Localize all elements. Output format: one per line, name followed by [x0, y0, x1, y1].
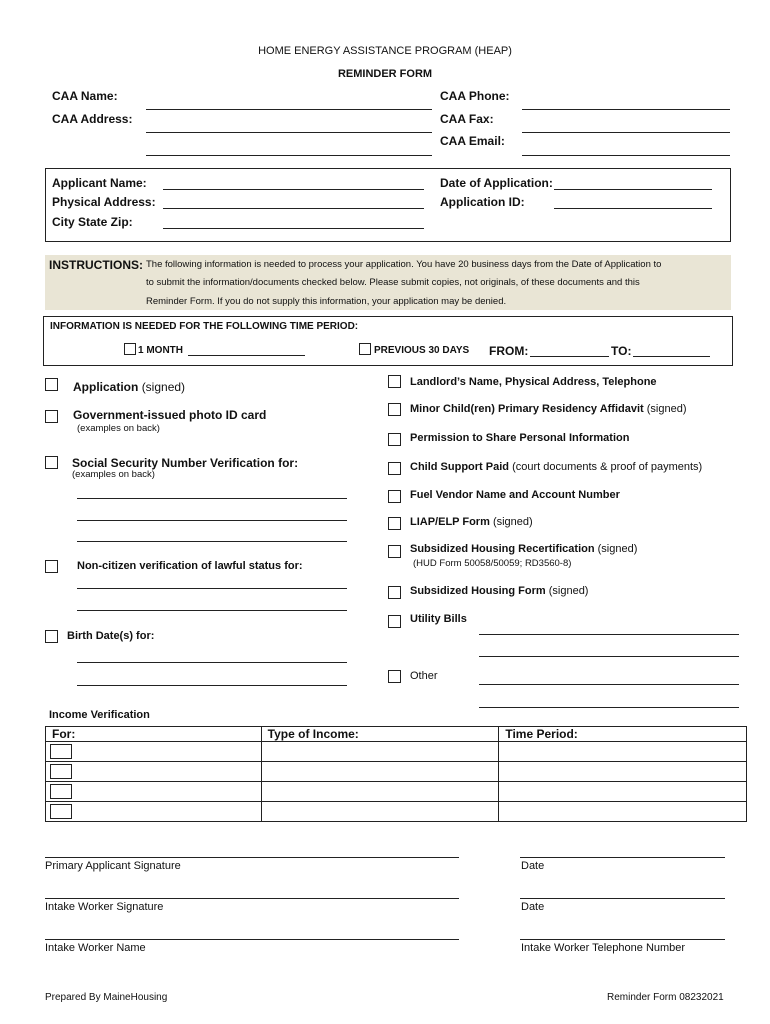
noncitizen-field-1[interactable] — [77, 588, 347, 589]
time-period-heading: INFORMATION IS NEEDED FOR THE FOLLOWING TIME PERIOD: — [50, 321, 359, 332]
photo-id-note: (examples on back) — [77, 423, 160, 434]
liap-note: (signed) — [492, 516, 533, 528]
program-title: HOME ENERGY ASSISTANCE PROGRAM (HEAP) — [258, 45, 512, 57]
child-support-label: Child Support Paid — [410, 461, 509, 473]
noncitizen-field-2[interactable] — [77, 610, 347, 611]
caa-fax-label: CAA Fax: — [440, 112, 494, 126]
application-label: Application — [73, 380, 139, 394]
application-note: (signed) — [141, 380, 186, 394]
other-field-1[interactable] — [479, 684, 739, 685]
landlord-label: Landlord’s Name, Physical Address, Telephone — [410, 376, 657, 388]
from-field[interactable] — [530, 356, 609, 357]
previous-30-label: PREVIOUS 30 DAYS — [374, 345, 470, 356]
city-state-zip-field[interactable] — [163, 228, 424, 229]
caa-name-field[interactable] — [146, 109, 432, 110]
applicant-name-field[interactable] — [163, 189, 424, 190]
table-row — [46, 802, 747, 822]
table-row — [46, 782, 747, 802]
liap-label: LIAP/ELP Form — [410, 516, 490, 528]
type-cell[interactable] — [261, 802, 499, 822]
one-month-label: 1 MONTH — [138, 345, 183, 356]
row-checkbox[interactable] — [50, 804, 72, 819]
table-row — [46, 742, 747, 762]
intake-name-field[interactable] — [45, 939, 459, 940]
subsidized-recert-checkbox[interactable] — [388, 545, 401, 558]
caa-address-label: CAA Address: — [52, 112, 133, 126]
subsidized-form-label: Subsidized Housing Form — [410, 585, 546, 597]
date-of-application-label: Date of Application: — [440, 176, 553, 190]
intake-phone-field[interactable] — [520, 939, 725, 940]
liap-checkbox[interactable] — [388, 517, 401, 530]
physical-address-field[interactable] — [163, 208, 424, 209]
prepared-by: Prepared By MaineHousing — [45, 992, 168, 1003]
intake-signature-label: Intake Worker Signature — [45, 901, 164, 913]
primary-signature-field[interactable] — [45, 857, 459, 858]
period-cell[interactable] — [499, 782, 747, 802]
permission-checkbox[interactable] — [388, 433, 401, 446]
column-header-for: For: — [46, 727, 262, 742]
ssn-field-2[interactable] — [77, 520, 347, 521]
caa-address-field-2[interactable] — [146, 155, 432, 156]
subsidized-recert-note: (signed) — [597, 543, 638, 555]
caa-fax-field[interactable] — [522, 132, 730, 133]
row-checkbox[interactable] — [50, 744, 72, 759]
for-cell[interactable] — [46, 762, 262, 782]
birth-date-field-1[interactable] — [77, 662, 347, 663]
fuel-vendor-label: Fuel Vendor Name and Account Number — [410, 489, 620, 501]
one-month-field[interactable] — [188, 355, 305, 356]
table-header-row — [46, 727, 747, 742]
period-cell[interactable] — [499, 742, 747, 762]
subsidized-form-item — [410, 585, 588, 597]
form-title: REMINDER FORM — [337, 68, 433, 80]
other-label: Other — [410, 670, 438, 682]
ssn-note: (examples on back) — [72, 469, 155, 480]
minor-note: (signed) — [646, 403, 687, 415]
caa-name-label: CAA Name: — [52, 89, 118, 103]
intake-date-field[interactable] — [520, 898, 725, 899]
photo-id-label: Government-issued photo ID card — [73, 408, 267, 422]
minor-label: Minor Child(ren) Primary Residency Affidavit — [410, 403, 644, 415]
birth-date-checkbox[interactable] — [45, 630, 58, 643]
period-cell[interactable] — [499, 802, 747, 822]
utility-bills-label: Utility Bills — [410, 613, 467, 625]
utility-bills-field-2[interactable] — [479, 656, 739, 657]
intake-name-label: Intake Worker Name — [45, 942, 146, 954]
caa-phone-label: CAA Phone: — [440, 89, 510, 103]
column-header-type: Type of Income: — [261, 727, 499, 742]
minor-checkbox[interactable] — [388, 403, 401, 416]
subsidized-recert-label: Subsidized Housing Recertification — [410, 543, 595, 555]
instructions-line-1: The following information is needed to process your application. You have 20 business days from the Date of Application to — [146, 259, 662, 270]
primary-date-field[interactable] — [520, 857, 725, 858]
noncitizen-label: Non-citizen verification of lawful status for: — [77, 560, 303, 572]
to-label: TO: — [611, 344, 632, 358]
other-checkbox[interactable] — [388, 670, 401, 683]
instructions-line-3: Reminder Form. If you do not supply this information, your application may be denied. — [146, 296, 507, 307]
utility-bills-field-1[interactable] — [479, 634, 739, 635]
subsidized-form-checkbox[interactable] — [388, 586, 401, 599]
instructions-line-2: to submit the information/documents checked below. Please submit copies, not originals, of these documents and this — [146, 277, 640, 288]
fuel-vendor-checkbox[interactable] — [388, 490, 401, 503]
permission-label: Permission to Share Personal Information — [410, 432, 630, 444]
table-row — [46, 762, 747, 782]
ssn-field-1[interactable] — [77, 498, 347, 499]
application-checkbox[interactable] — [45, 378, 58, 391]
type-cell[interactable] — [261, 782, 499, 802]
intake-date-label: Date — [521, 901, 545, 913]
for-cell[interactable] — [46, 782, 262, 802]
applicant-name-label: Applicant Name: — [52, 176, 147, 190]
primary-date-label: Date — [521, 860, 545, 872]
caa-email-field[interactable] — [522, 155, 730, 156]
type-cell[interactable] — [261, 742, 499, 762]
one-month-checkbox[interactable] — [124, 343, 136, 355]
child-support-checkbox[interactable] — [388, 462, 401, 475]
caa-email-label: CAA Email: — [440, 134, 505, 148]
to-field[interactable] — [633, 356, 710, 357]
utility-bills-checkbox[interactable] — [388, 615, 401, 628]
caa-phone-field[interactable] — [522, 109, 730, 110]
date-of-application-field[interactable] — [554, 189, 712, 190]
liap-item — [410, 516, 533, 528]
minor-item — [410, 403, 687, 415]
from-label: FROM: — [489, 344, 529, 358]
column-header-period: Time Period: — [499, 727, 747, 742]
child-support-note: (court documents & proof of payments) — [512, 461, 703, 473]
ssn-field-3[interactable] — [77, 541, 347, 542]
birth-date-label: Birth Date(s) for: — [67, 630, 155, 642]
other-field-2[interactable] — [479, 707, 739, 708]
noncitizen-checkbox[interactable] — [45, 560, 58, 573]
city-state-zip-label: City State Zip: — [52, 215, 133, 229]
intake-phone-label: Intake Worker Telephone Number — [521, 942, 686, 954]
instructions-label: INSTRUCTIONS: — [49, 258, 143, 272]
intake-signature-field[interactable] — [45, 898, 459, 899]
primary-signature-label: Primary Applicant Signature — [45, 860, 181, 872]
for-cell[interactable] — [46, 802, 262, 822]
for-cell[interactable] — [46, 742, 262, 762]
subsidized-form-note: (signed) — [548, 585, 589, 597]
caa-address-field-1[interactable] — [146, 132, 432, 133]
income-verification-title: Income Verification — [49, 709, 150, 721]
application-id-label: Application ID: — [440, 195, 525, 209]
physical-address-label: Physical Address: — [52, 195, 156, 209]
previous-30-checkbox[interactable] — [359, 343, 371, 355]
landlord-checkbox[interactable] — [388, 375, 401, 388]
photo-id-checkbox[interactable] — [45, 410, 58, 423]
application-id-field[interactable] — [554, 208, 712, 209]
row-checkbox[interactable] — [50, 764, 72, 779]
child-support-item — [410, 461, 702, 473]
period-cell[interactable] — [499, 762, 747, 782]
row-checkbox[interactable] — [50, 784, 72, 799]
type-cell[interactable] — [261, 762, 499, 782]
application-item — [73, 380, 185, 394]
birth-date-field-2[interactable] — [77, 685, 347, 686]
subsidized-recert-item — [410, 543, 637, 555]
ssn-checkbox[interactable] — [45, 456, 58, 469]
form-id: Reminder Form 08232021 — [607, 992, 724, 1003]
ssn-label: Social Security Number Verification for: — [72, 456, 299, 470]
income-table — [45, 726, 747, 822]
hud-note: (HUD Form 50058/50059; RD3560-8) — [413, 558, 572, 569]
